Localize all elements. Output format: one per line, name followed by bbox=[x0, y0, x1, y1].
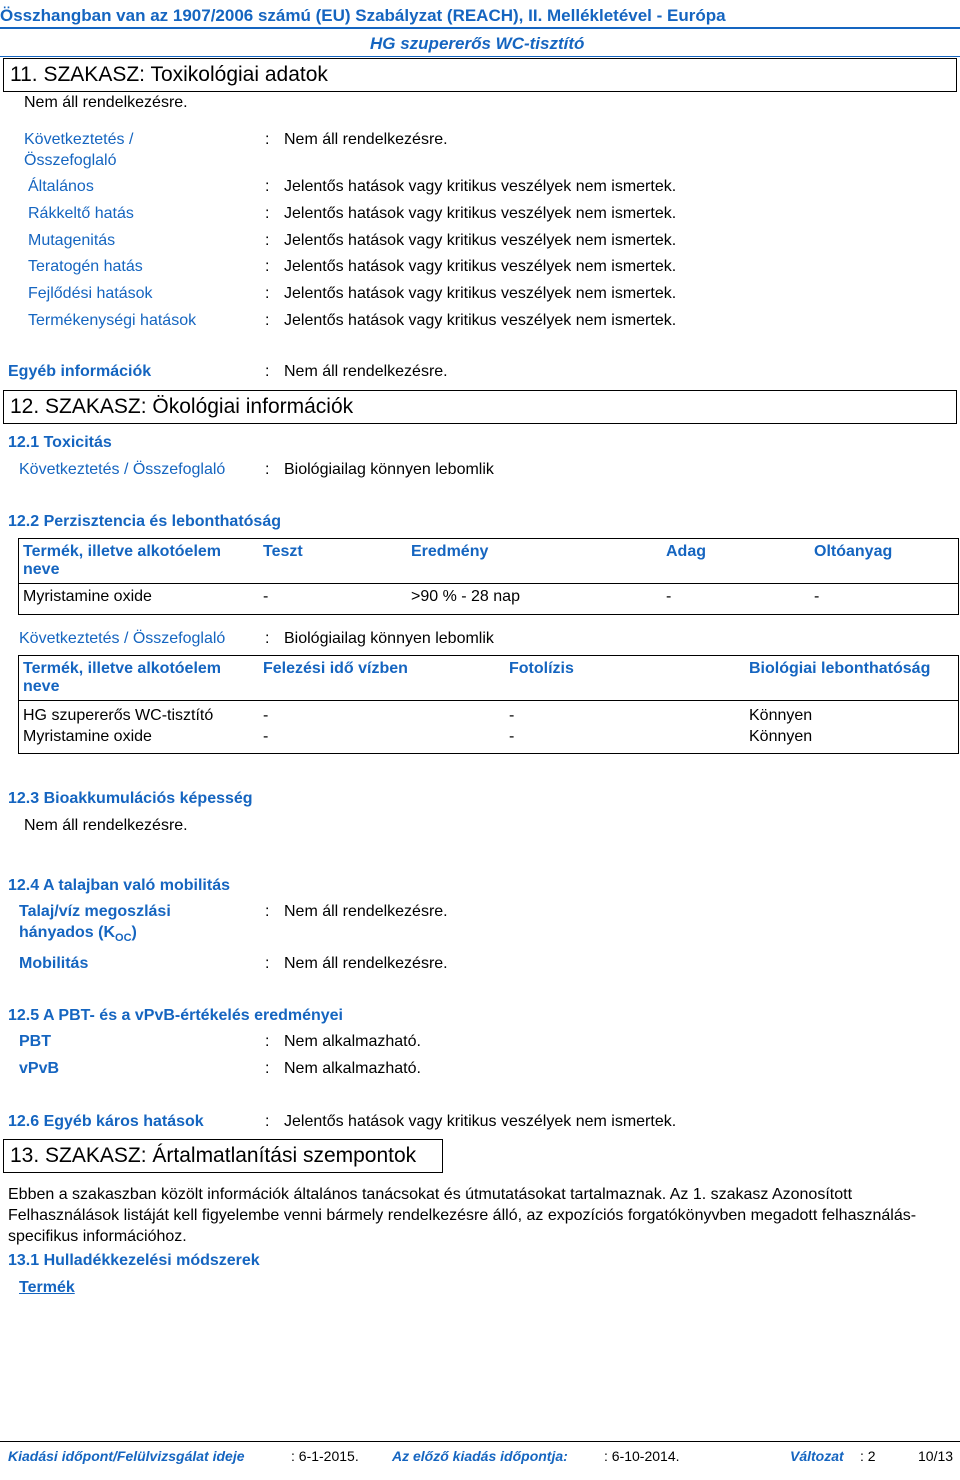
s11-value-carcinogenic: Jelentős hatások vagy kritikus veszélyek nem ismertek. bbox=[284, 205, 677, 222]
s11-colon: : bbox=[265, 178, 270, 195]
t2-header-photolysis: Fotolízis bbox=[505, 656, 745, 701]
s12-colon: : bbox=[265, 955, 270, 972]
t1-header-dose: Adag bbox=[662, 539, 810, 584]
s11-value-fertility: Jelentős hatások vagy kritikus veszélyek nem ismertek. bbox=[284, 312, 677, 329]
mobility-value: Nem áll rendelkezésre. bbox=[284, 955, 448, 972]
t1-cell-test: - bbox=[259, 584, 407, 615]
koc-label: Talaj/víz megoszlási bbox=[19, 903, 171, 920]
t2-cell-halflife bbox=[259, 701, 505, 754]
s12-6-title: 12.6 Egyéb káros hatások bbox=[8, 1113, 204, 1130]
header-divider bbox=[0, 27, 960, 29]
t2-cell-photolysis bbox=[505, 701, 745, 754]
mobility-label: Mobilitás bbox=[19, 955, 89, 972]
koc-label-2: hányados $(K_{OC})$ bbox=[19, 924, 137, 945]
t2-biodeg-1: Könnyen bbox=[749, 707, 813, 724]
t2-header-name: Termék, illetve alkotóelem neve bbox=[19, 656, 260, 701]
s12-colon: : bbox=[265, 1060, 270, 1077]
s12-2-conclusion-value: Biológiailag könnyen lebomlik bbox=[284, 630, 494, 647]
koc-value: Nem áll rendelkezésre. bbox=[284, 903, 448, 920]
s11-label-fertility: Termékenységi hatások bbox=[28, 312, 197, 329]
s11-colon: : bbox=[265, 312, 270, 329]
header-divider-bottom bbox=[0, 56, 960, 57]
t2-header-halflife: Felezési idő vízben bbox=[259, 656, 505, 701]
s13-1-title: 13.1 Hulladékkezelési módszerek bbox=[8, 1252, 260, 1269]
t2-photolysis-1: - bbox=[509, 707, 515, 724]
product-waste-label: Termék bbox=[19, 1279, 75, 1296]
s12-6-value: Jelentős hatások vagy kritikus veszélyek nem ismertek. bbox=[284, 1113, 677, 1130]
vpvb-label: vPvB bbox=[19, 1060, 60, 1077]
t2-cell-biodeg bbox=[745, 701, 959, 754]
t1-header-name: Termék, illetve alkotóelem neve bbox=[19, 539, 260, 584]
footer-issue-value: : 6-1-2015. bbox=[291, 1448, 359, 1464]
footer-issue-label: Kiadási időpont/Felülvizsgálat ideje bbox=[8, 1448, 245, 1464]
s11-colon: : bbox=[265, 363, 270, 380]
s11-label-teratogenic: Teratogén hatás bbox=[28, 258, 143, 275]
s11-colon: : bbox=[265, 285, 270, 302]
s12-1-conclusion-label: Következtetés / Összefoglaló bbox=[19, 461, 226, 478]
regulation-header: Összhangban van az 1907/2006 számú (EU) Szabályzat (REACH), II. Mellékletével - Európa bbox=[0, 6, 726, 25]
s11-colon: : bbox=[265, 258, 270, 275]
section-11-title: 11. SZAKASZ: Toxikológiai adatok bbox=[3, 58, 957, 92]
footer-prev-value: : 6-10-2014. bbox=[604, 1448, 680, 1464]
s11-value-teratogenic: Jelentős hatások vagy kritikus veszélyek nem ismertek. bbox=[284, 258, 677, 275]
t2-header-biodeg: Biológiai lebonthatóság bbox=[745, 656, 959, 701]
section-11-intro: Nem áll rendelkezésre. bbox=[24, 94, 188, 111]
degradability-table bbox=[18, 655, 959, 754]
table-row bbox=[19, 584, 959, 615]
table-row bbox=[19, 701, 959, 754]
s12-2-title: 12.2 Perzisztencia és lebonthatóság bbox=[8, 513, 281, 530]
s11-value-general: Jelentős hatások vagy kritikus veszélyek nem ismertek. bbox=[284, 178, 677, 195]
vpvb-value: Nem alkalmazható. bbox=[284, 1060, 421, 1077]
t2-photolysis-2: - bbox=[509, 728, 515, 745]
t2-halflife-2: - bbox=[263, 728, 269, 745]
s11-colon: : bbox=[265, 232, 270, 249]
section-13-title: 13. SZAKASZ: Ártalmatlanítási szempontok bbox=[3, 1139, 443, 1173]
t2-name-2: Myristamine oxide bbox=[23, 728, 152, 745]
s11-label-conclusion-2: Összefoglaló bbox=[24, 152, 117, 169]
s11-other-value: Nem áll rendelkezésre. bbox=[284, 363, 448, 380]
s12-colon: : bbox=[265, 630, 270, 647]
s12-1-title: 12.1 Toxicitás bbox=[8, 434, 112, 451]
s11-label-carcinogenic: Rákkeltő hatás bbox=[28, 205, 134, 222]
t1-cell-inoculum: - bbox=[810, 584, 959, 615]
s11-other-label: Egyéb információk bbox=[8, 363, 152, 380]
footer-version-label: Változat bbox=[790, 1448, 844, 1464]
s12-5-title: 12.5 A PBT- és a vPvB-értékelés eredményei bbox=[8, 1007, 343, 1024]
footer-divider bbox=[0, 1441, 960, 1442]
s12-2-conclusion-label: Következtetés / Összefoglaló bbox=[19, 630, 226, 647]
s11-label-mutagenicity: Mutagenitás bbox=[28, 232, 116, 249]
t1-header-test: Teszt bbox=[259, 539, 407, 584]
s12-colon: : bbox=[265, 903, 270, 920]
t2-name-1: HG szupererős WC-tisztító bbox=[23, 707, 214, 724]
s12-colon: : bbox=[265, 1033, 270, 1050]
s11-colon: : bbox=[265, 205, 270, 222]
pbt-label: PBT bbox=[19, 1033, 51, 1050]
footer-page-number: 10/13 bbox=[918, 1448, 954, 1464]
s12-4-title: 12.4 A talajban való mobilitás bbox=[8, 877, 230, 894]
s11-label-general: Általános bbox=[28, 178, 94, 195]
t1-header-result: Eredmény bbox=[407, 539, 662, 584]
t1-header-inoculum: Oltóanyag bbox=[810, 539, 959, 584]
pbt-value: Nem alkalmazható. bbox=[284, 1033, 421, 1050]
s12-1-conclusion-value: Biológiailag könnyen lebomlik bbox=[284, 461, 494, 478]
s11-colon: : bbox=[265, 131, 270, 148]
section-13-paragraph: Ebben a szakaszban közölt információk általános tanácsokat és útmutatásokat tartalmaznak. Az 1. szakasz Azonosított Felhasználások listáját kell figyelembe venni bármely rendelkezésre álló, az expozíciós forgatókönyvben megadott felhasználás-specifikus információhoz. bbox=[8, 1186, 917, 1245]
s11-value-conclusion: Nem áll rendelkezésre. bbox=[284, 131, 448, 148]
t2-cell-names bbox=[19, 701, 260, 754]
t1-cell-name: Myristamine oxide bbox=[19, 584, 260, 615]
product-name: HG szupererős WC-tisztító bbox=[370, 34, 585, 53]
t1-cell-dose: - bbox=[662, 584, 810, 615]
persistence-table bbox=[18, 538, 959, 615]
s12-3-title: 12.3 Bioakkumulációs képesség bbox=[8, 790, 253, 807]
s12-3-value: Nem áll rendelkezésre. bbox=[24, 817, 188, 834]
t2-halflife-1: - bbox=[263, 707, 269, 724]
footer-prev-label: Az előző kiadás időpontja: bbox=[392, 1448, 568, 1464]
s11-label-developmental: Fejlődési hatások bbox=[28, 285, 153, 302]
footer-version-value: : 2 bbox=[860, 1448, 876, 1464]
t2-biodeg-2: Könnyen bbox=[749, 728, 813, 745]
s12-colon: : bbox=[265, 1113, 270, 1130]
s11-value-mutagenicity: Jelentős hatások vagy kritikus veszélyek nem ismertek. bbox=[284, 232, 677, 249]
s11-value-developmental: Jelentős hatások vagy kritikus veszélyek nem ismertek. bbox=[284, 285, 677, 302]
s12-colon: : bbox=[265, 461, 270, 478]
t1-cell-result: >90 % - 28 nap bbox=[407, 584, 662, 615]
section-12-title: 12. SZAKASZ: Ökológiai információk bbox=[3, 390, 957, 424]
s11-label-conclusion: Következtetés / bbox=[24, 131, 134, 148]
